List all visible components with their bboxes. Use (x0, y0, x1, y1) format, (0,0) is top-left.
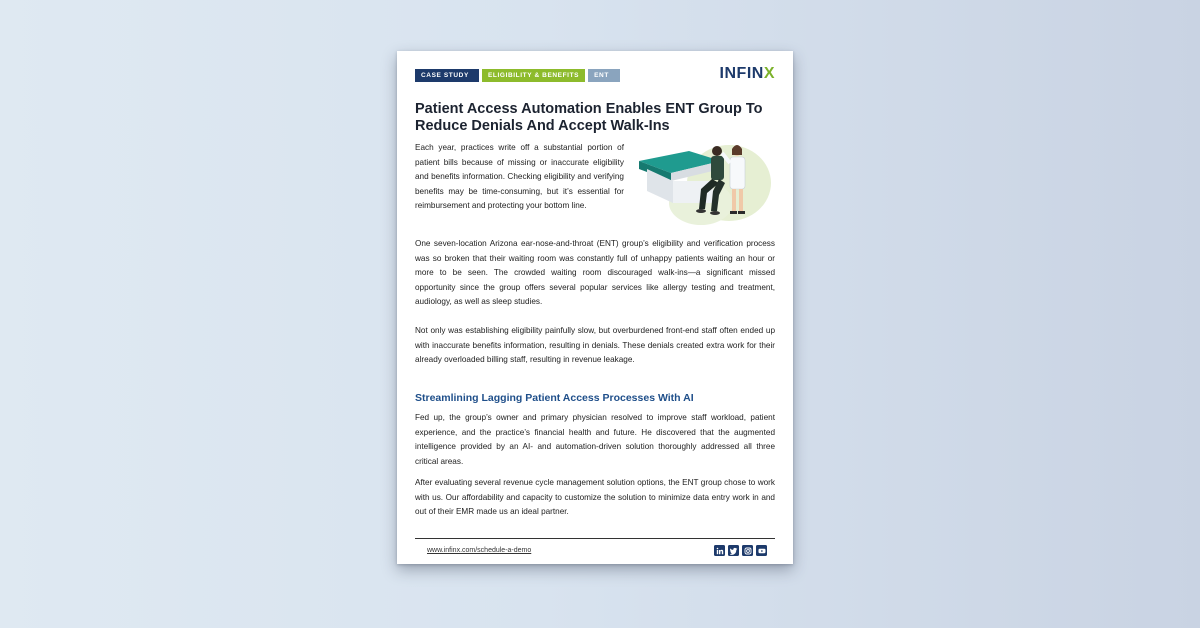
infinx-logo (720, 65, 775, 83)
logo-accent-text: X (763, 65, 775, 82)
tag-eligibility-benefits: ELIGIBILITY & BENEFITS (482, 69, 585, 82)
tag-ent: ENT (588, 69, 620, 82)
doctor-patient-illustration (629, 131, 779, 231)
case-study-document (397, 51, 793, 564)
logo-main-text: INFIN (719, 65, 764, 82)
schedule-demo-link[interactable]: www.infinx.com/schedule-a-demo (427, 547, 532, 554)
solution-paragraph: Fed up, the group’s owner and primary physician resolved to improve staff workload, patient experience, and the practice’s financial health and future. He discovered that the augmented intelligence provided by an AI- and automation-driven solution thoroughly addressed all three critical areas. (415, 413, 775, 466)
problem-paragraph: Not only was establishing eligibility painfully slow, but overburdened front-end staff often ended up with inaccurate benefits information, resulting in denials. These denials created extra work for their already overloaded billing staff, resulting in revenue leakage. (415, 326, 775, 365)
partner-paragraph: After evaluating several revenue cycle management solution options, the ENT group chose to work with us. Our affordability and capacity to customize the solution to minimize data entry work in and out of their EMR made us an ideal partner. (415, 478, 775, 517)
document-title: Patient Access Automation Enables ENT Group To Reduce Denials And Accept Walk-Ins (415, 101, 763, 134)
tag-case-study: CASE STUDY (415, 69, 479, 82)
linkedin-icon[interactable] (714, 545, 725, 556)
social-icons (714, 545, 767, 556)
section-subheading: Streamlining Lagging Patient Access Processes With AI (415, 392, 694, 404)
youtube-icon[interactable] (756, 545, 767, 556)
twitter-icon[interactable] (728, 545, 739, 556)
category-tags (415, 69, 620, 82)
instagram-icon[interactable] (742, 545, 753, 556)
footer-divider (415, 538, 775, 539)
intro-paragraph: Each year, practices write off a substantial portion of patient bills because of missing or inaccurate eligibility and benefits information. Checking eligibility and verifying benefits may be time-consuming, but it’s essential for reimbursement and protecting your bottom line. (415, 143, 624, 211)
context-paragraph: One seven-location Arizona ear-nose-and-throat (ENT) group’s eligibility and verification process was so broken that their waiting room was constantly full of unhappy patients waiting an hour or more to be seen. The crowded waiting room discouraged walk-ins—a significant missed opportunity since the group offers several popular services like allergy testing and treatment, audiology, as well as sleep studies. (415, 239, 775, 307)
